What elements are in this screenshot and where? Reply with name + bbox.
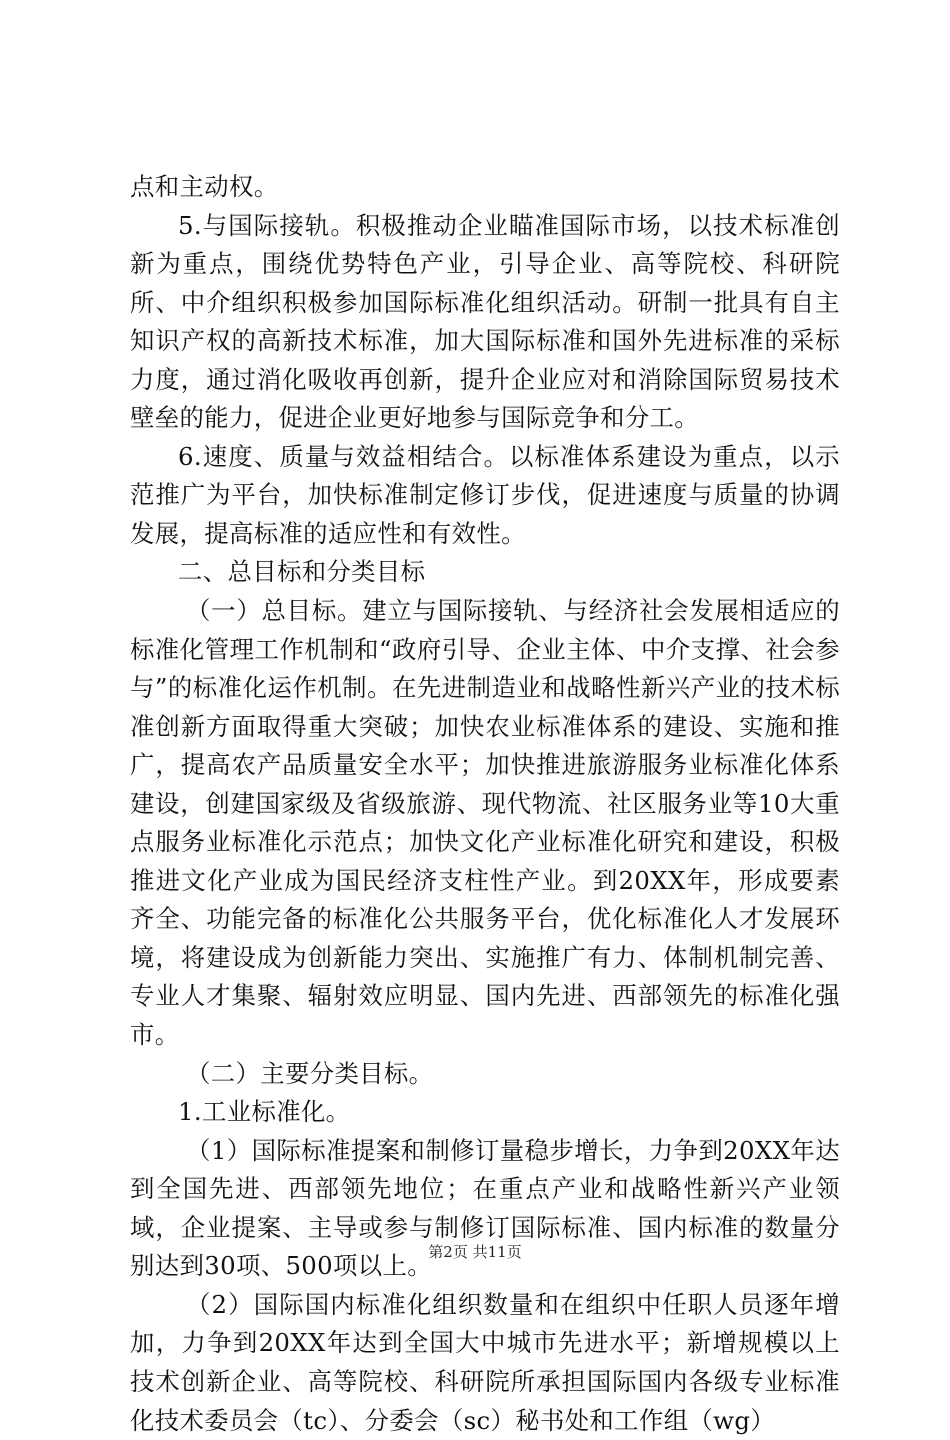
paragraph-item-6: 6.速度、质量与效益相结合。以标准体系建设为重点，以示范推广为平台，加快标准制定修订步伐，促进速度与质量的协调发展，提高标准的适应性和有效性。 (130, 441, 840, 548)
paragraph-continuation: 点和主动权。 (130, 172, 279, 201)
paragraph-item-5: 5.与国际接轨。积极推动企业瞄准国际市场，以技术标准创新为重点，围绕优势特色产业，引导企业、高等院校、科研院所、中介组织积极参加国际标准化组织活动。研制一批具有自主知识产权的高新技术标准，加大国际标准和国外先进标准的采标力度，通过消化吸收再创新，提升企业应对和消除国际贸易技术壁垒的能力，促进企业更好地参与国际竞争和分工。 (130, 210, 840, 433)
paragraph-overall-goal: （一）总目标。建立与国际接轨、与经济社会发展相适应的标准化管理工作机制和“政府引导、企业主体、中介支撑、社会参与”的标准化运作机制。在先进制造业和战略性新兴产业的技术标准创新方面取得重大突破；加快农业标准体系的建设、实施和推广，提高农产品质量安全水平；加快推进旅游服务业标准化体系建设，创建国家级及省级旅游、现代物流、社区服务业等10大重点服务业标准化示范点；加快文化产业标准化研究和建设，积极推进文化产业成为国民经济支柱性产业。到20XX年，形成要素齐全、功能完备的标准化公共服务平台，优化标准化人才发展环境，将建设成为创新能力突出、实施推广有力、体制机制完善、专业人才集聚、辐射效应明显、国内先进、西部领先的标准化强市。 (130, 596, 840, 1050)
section-heading-2: 二、总目标和分类目标 (178, 557, 426, 587)
subsection-heading-industry: 1.工业标准化。 (178, 1097, 351, 1127)
subsection-heading-main-goals: （二）主要分类目标。 (186, 1058, 434, 1088)
page-number-footer: 第2页 共11页 (428, 1243, 522, 1261)
paragraph-goal-2: （2）国际国内标准化组织数量和在组织中任职人员逐年增加，力争到20XX年达到全国大中城市先进水平；新增规模以上技术创新企业、高等院校、科研院所承担国际国内各级专业标准化技术委员会（tc）、分委会（sc）秘书处和工作组（wg） (130, 1289, 840, 1435)
paragraph-goal-1: （1）国际标准提案和制修订量稳步增长，力争到20XX年达到全国先进、西部领先地位；在重点产业和战略性新兴产业领域，企业提案、主导或参与制修订国际标准、国内标准的数量分别达到30项、500项以上。 (130, 1135, 840, 1281)
